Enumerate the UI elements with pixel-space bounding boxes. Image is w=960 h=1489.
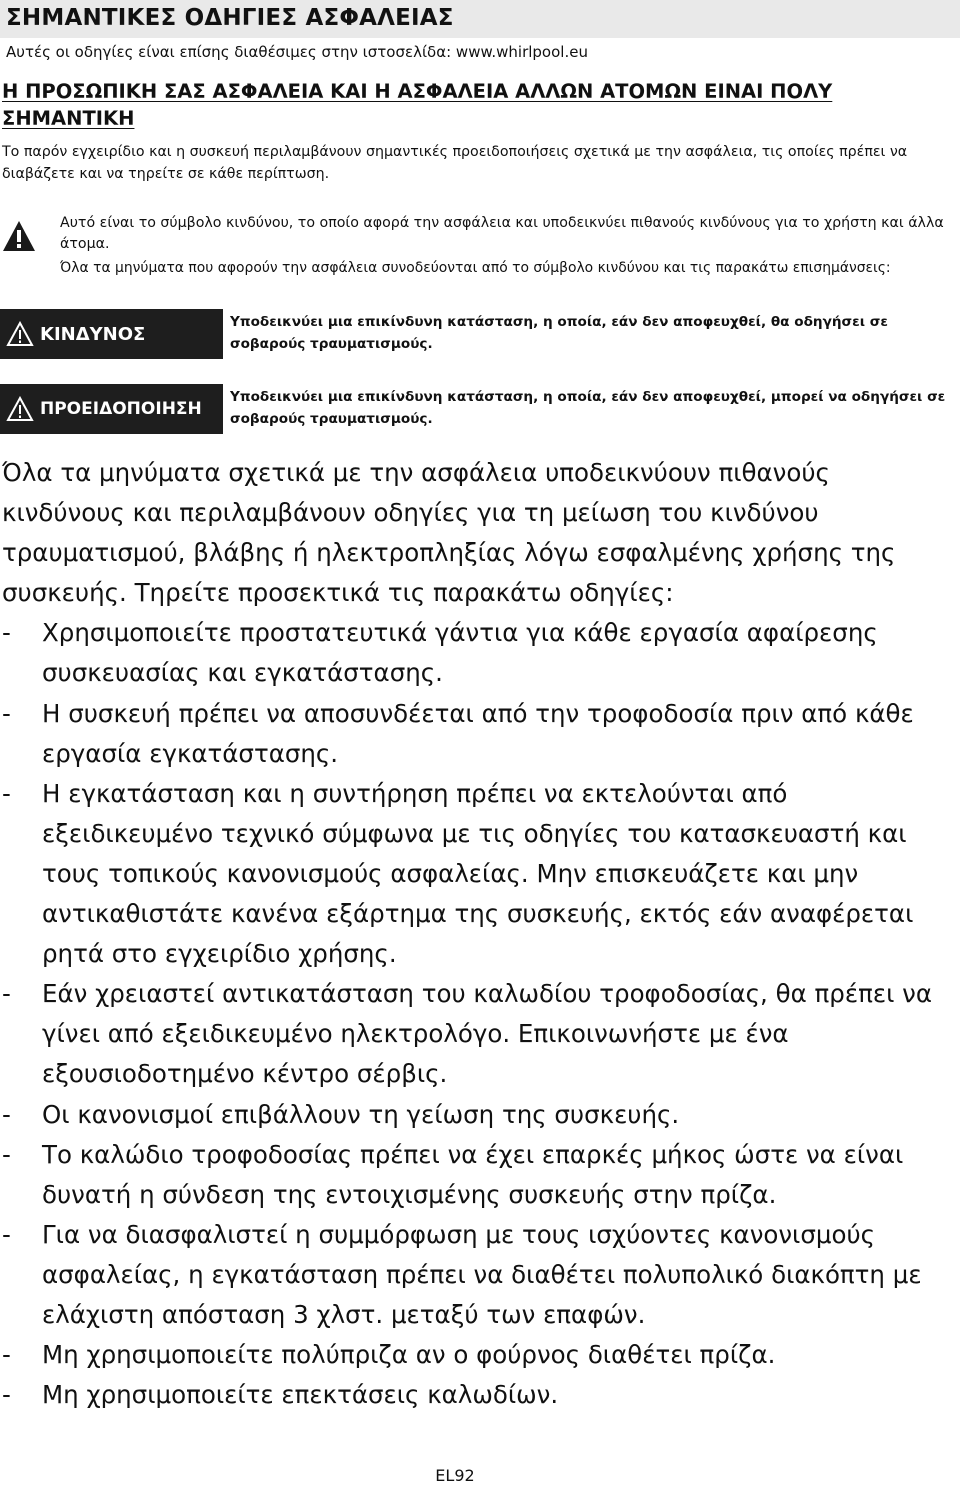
hazard-symbol-explanation: Αυτό είναι το σύμβολο κινδύνου, το οποίο αφορά την ασφάλεια και υποδεικνύει πιθανούς κινδύνους για το χρήστη και άλλα άτομα.	[60, 215, 944, 252]
list-item	[2, 774, 952, 974]
list-dash: -	[2, 618, 11, 648]
list-item-text: Για να διασφαλιστεί η συμμόρφωση με τους ισχύοντες κανονισμούς ασφαλείας, η εγκατάσταση πρέπει να διαθέτει πολυπολικό διακόπτη με ελάχιστη απόσταση 3 χλστ. μεταξύ των επαφών.	[42, 1219, 922, 1329]
warning-description: Υποδεικνύει μια επικίνδυνη κατάσταση, η οποία, εάν δεν αποφευχθεί, μπορεί να οδηγήσει σε σοβαρούς τραυματισμούς.	[230, 389, 946, 427]
page-title: ΣΗΜΑΝΤΙΚΕΣ ΟΔΗΓΙΕΣ ΑΣΦΑΛΕΙΑΣ	[6, 5, 454, 31]
warning-triangle-icon	[6, 321, 34, 347]
list-dash: -	[2, 698, 11, 728]
list-item	[2, 1375, 952, 1415]
list-dash: -	[2, 1380, 11, 1410]
title-bar	[0, 0, 960, 38]
list-item-text: Η εγκατάσταση και η συντήρηση πρέπει να εκτελούνται από εξειδικευμένο τεχνικό σύμφωνα με τις οδηγίες του κατασκευαστή και τους τοπικούς κανονισμούς ασφαλείας. Μην επισκευάζετε και μην αντικαθιστάτε κανένα εξάρτημα της συσκευής, εκτός εάν αναφέρεται ρητά στο εγχειρίδιο χρήσης.	[42, 778, 914, 969]
list-item	[2, 1335, 952, 1375]
list-dash: -	[2, 1099, 11, 1129]
list-item-text: Χρησιμοποιείτε προστατευτικά γάντια για κάθε εργασία αφαίρεσης συσκευασίας και εγκατάστασης.	[42, 618, 878, 688]
list-dash: -	[2, 778, 11, 808]
safety-instructions	[2, 453, 952, 1415]
list-item-text: Μη χρησιμοποιείτε πολύπριζα αν ο φούρνος διαθέτει πρίζα.	[42, 1340, 776, 1370]
danger-signal-box	[0, 309, 223, 359]
list-item	[2, 694, 952, 774]
section-heading: Η ΠΡΟΣΩΠΙΚΗ ΣΑΣ ΑΣΦΑΛΕΙΑ ΚΑΙ Η ΑΣΦΑΛΕΙΑ ΑΛΛΩΝ ΑΤΟΜΩΝ ΕΙΝΑΙ ΠΟΛΥ ΣΗΜΑΝΤΙΚΗ	[2, 80, 833, 130]
lead-paragraph: Όλα τα μηνύματα σχετικά με την ασφάλεια υποδεικνύουν πιθανούς κινδύνους και περιλαμβάνουν οδηγίες για τη μείωση του κινδύνου τραυματισμού, βλάβης ή ηλεκτροπληξίας λόγω εσφαλμένης χρήσης της συσκευής. Τηρείτε προσεκτικά τις παρακάτω οδηγίες:	[2, 458, 896, 608]
page-number: EL92	[435, 1466, 475, 1485]
list-item-text: Εάν χρειαστεί αντικατάσταση του καλωδίου τροφοδοσίας, θα πρέπει να γίνει από εξειδικευμένο ηλεκτρολόγο. Επικοινωνήστε με ένα εξουσιοδοτημένο κέντρο σέρβις.	[42, 979, 932, 1089]
warning-triangle-icon	[2, 220, 36, 252]
list-item	[2, 974, 952, 1094]
list-item	[2, 613, 952, 693]
list-dash: -	[2, 1139, 11, 1169]
list-item	[2, 1095, 952, 1135]
list-dash: -	[2, 1340, 11, 1370]
warning-label: ΠΡΟΕΙΔΟΠΟΙΗΣΗ	[40, 399, 202, 419]
intro-paragraph: Το παρόν εγχειρίδιο και η συσκευή περιλαμβάνουν σημαντικές προειδοποιήσεις σχετικά με την ασφάλεια, τις οποίες πρέπει να διαβάζετε και να τηρείτε σε κάθε περίπτωση.	[2, 144, 908, 182]
list-dash: -	[2, 979, 11, 1009]
danger-description: Υποδεικνύει μια επικίνδυνη κατάσταση, η οποία, εάν δεν αποφευχθεί, θα οδηγήσει σε σοβαρούς τραυματισμούς.	[230, 314, 888, 352]
list-item	[2, 1215, 952, 1335]
list-item-text: Το καλώδιο τροφοδοσίας πρέπει να έχει επαρκές μήκος ώστε να είναι δυνατή η σύνδεση της εντοιχισμένης συσκευής στην πρίζα.	[42, 1139, 904, 1209]
list-item-text: Η συσκευή πρέπει να αποσυνδέεται από την τροφοδοσία πριν από κάθε εργασία εγκατάστασης.	[42, 698, 914, 768]
list-dash: -	[2, 1219, 11, 1249]
list-item-text: Οι κανονισμοί επιβάλλουν τη γείωση της συσκευής.	[42, 1099, 680, 1129]
list-item-text: Μη χρησιμοποιείτε επεκτάσεις καλωδίων.	[42, 1380, 559, 1410]
danger-label: ΚΙΝΔΥΝΟΣ	[40, 323, 146, 345]
warning-triangle-icon	[6, 396, 34, 422]
list-item	[2, 1135, 952, 1215]
website-note: Αυτές οι οδηγίες είναι επίσης διαθέσιμες στην ιστοσελίδα: www.whirlpool.eu	[6, 43, 588, 61]
signal-words-intro: Όλα τα μηνύματα που αφορούν την ασφάλεια συνοδεύονται από το σύμβολο κινδύνου και τις παρακάτω επισημάνσεις:	[60, 260, 891, 276]
warning-signal-box	[0, 384, 223, 434]
instruction-list	[2, 613, 952, 1415]
